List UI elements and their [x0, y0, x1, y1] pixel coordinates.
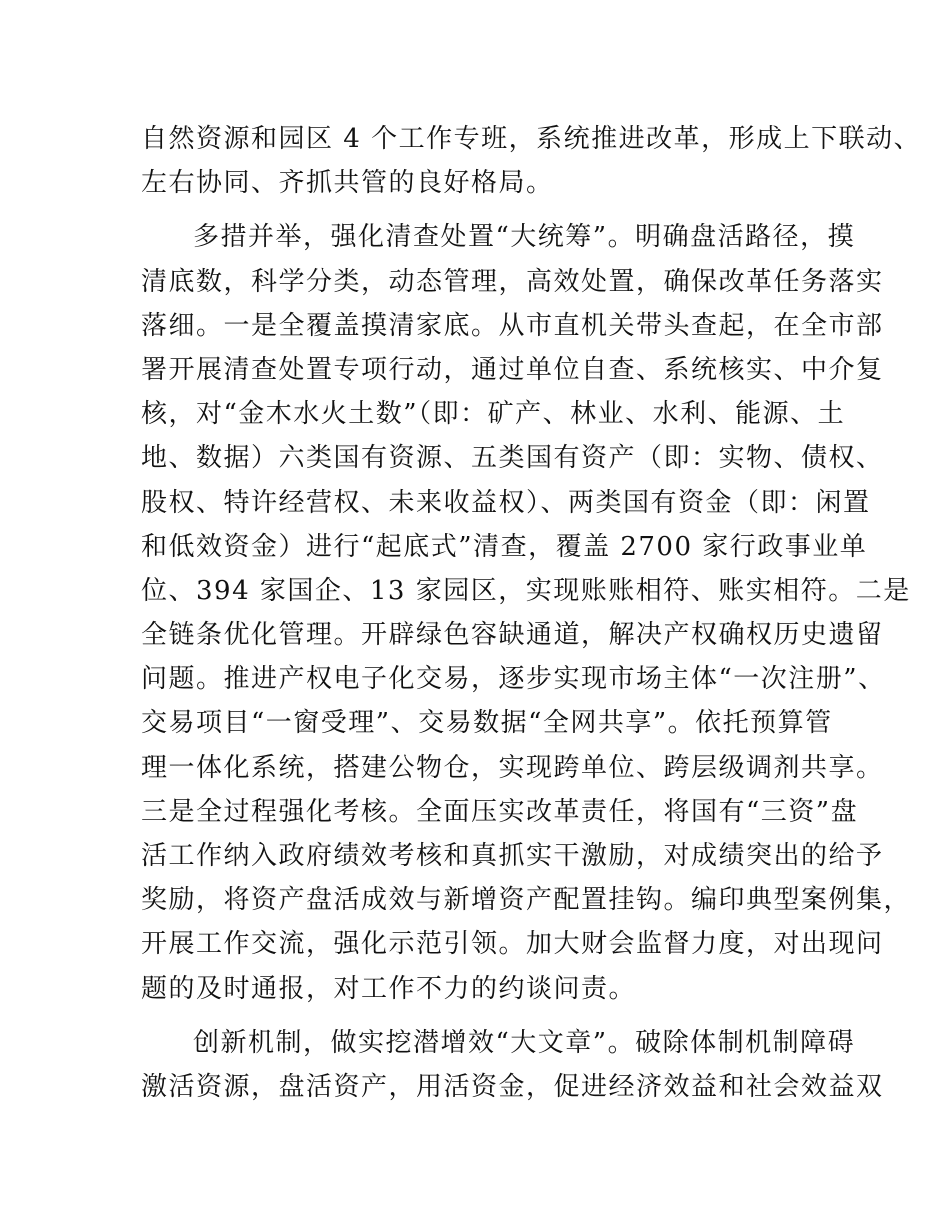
- text-line: 多措并举，强化清查处置“大统筹”。明确盘活路径，摸: [193, 222, 856, 253]
- text-line: 开展工作交流，强化示范引领。加大财会监督力度，对出现问: [141, 929, 884, 960]
- text-line: 创新机制，做实挖潜增效“大文章”。破除体制机制障碍: [193, 1027, 856, 1058]
- text-line: 激活资源，盘活资产，用活资金，促进经济效益和社会效益双: [141, 1071, 884, 1102]
- text-line: 全链条优化管理。开辟绿色容缺通道，解决产权确权历史遗留: [141, 620, 884, 651]
- text-line: 核，对“金木水火土数”（即：矿产、林业、水利、能源、土: [141, 399, 846, 430]
- text-line: 活工作纳入政府绩效考核和真抓实干激励，对成绩突出的给予: [141, 841, 884, 871]
- text-line: 交易项目“一窗受理”、交易数据“全网共享”。依托预算管: [141, 708, 833, 739]
- paragraph-2: [141, 215, 912, 1010]
- text-line: 理一体化系统，搭建公物仓，实现跨单位、跨层级调剂共享。: [141, 752, 884, 783]
- text-line: 题的及时通报，对工作不力的约谈问责。: [141, 973, 637, 1004]
- text-line: 股权、特许经营权、未来收益权）、两类国有资金（即：闲置: [141, 487, 871, 518]
- text-line: 清底数，科学分类，动态管理，高效处置，确保改革任务落实: [141, 266, 884, 297]
- paragraph-3: [141, 1021, 884, 1109]
- text-line: 左右协同、齐抓共管的良好格局。: [141, 168, 554, 199]
- paragraph-1: [141, 117, 922, 205]
- text-line: 落细。一是全覆盖摸清家底。从市直机关带头查起，在全市部: [141, 310, 884, 341]
- document-body: [141, 117, 922, 1109]
- text-line: 自然资源和园区 4 个工作专班，系统推进改革，形成上下联动、: [141, 124, 922, 154]
- text-line: 地、数据）六类国有资源、五类国有资产（即：实物、债权、: [141, 443, 884, 474]
- text-line: 位、394 家国企、13 家园区，实现账账相符、账实相符。二是: [141, 575, 911, 606]
- text-line: 奖励，将资产盘活成效与新增资产配置挂钩。编印典型案例集，: [141, 885, 912, 916]
- text-line: 问题。推进产权电子化交易，逐步实现市场主体“一次注册”、: [141, 664, 886, 695]
- text-line: 三是全过程强化考核。全面压实改革责任，将国有“三资”盘: [141, 796, 859, 827]
- text-line: 和低效资金）进行“起底式”清查，覆盖 2700 家行政事业单: [141, 531, 868, 562]
- text-line: 署开展清查处置专项行动，通过单位自查、系统核实、中介复: [141, 354, 884, 385]
